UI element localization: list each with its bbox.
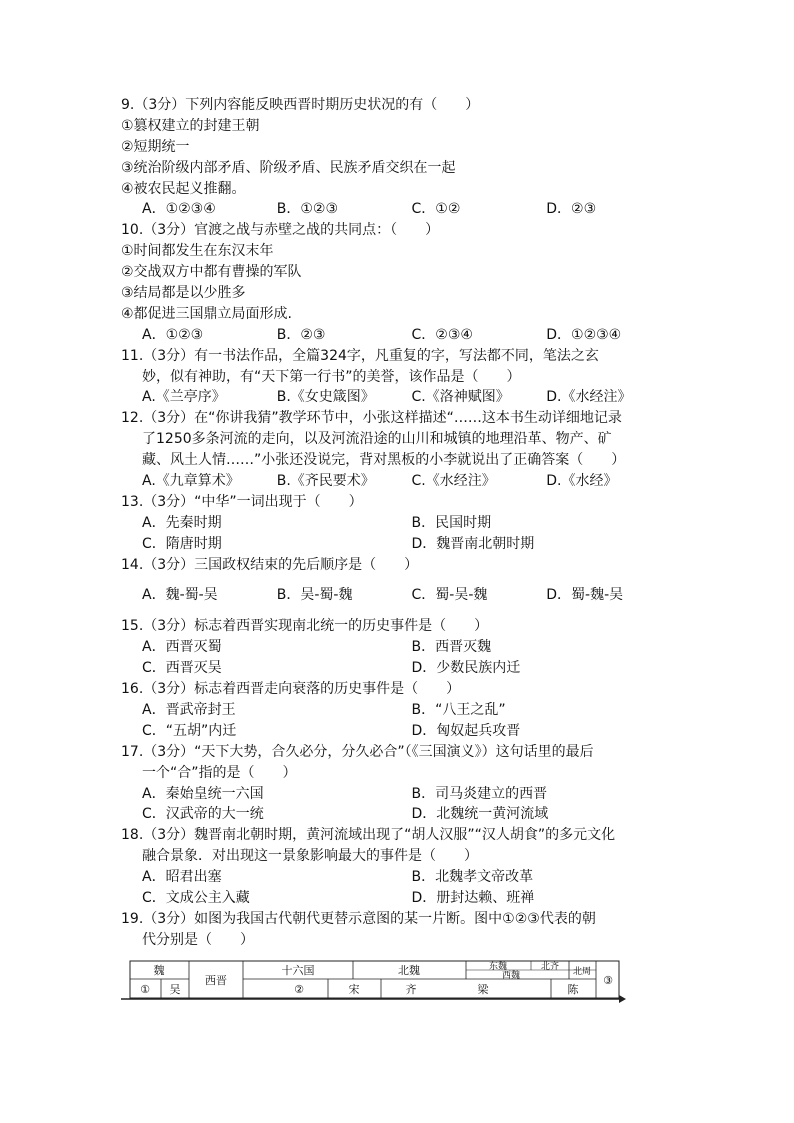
label-circle-3: ③ xyxy=(603,974,613,987)
q16-option-d[interactable]: D．匈奴起兵攻晋 xyxy=(411,722,521,739)
q13-option-b[interactable]: B．民国时期 xyxy=(411,514,492,531)
question-12-stem-line-1: 12.（3分）在“你讲我猜”教学环节中，小张这样描述“……这本书生动详细地记录 xyxy=(121,410,622,427)
dynasty-timeline-svg xyxy=(121,959,626,1003)
q18-option-c[interactable]: C．文成公主入藏 xyxy=(142,889,250,906)
q12-option-d[interactable]: D.《水经》 xyxy=(546,473,618,490)
label-beizhou: 北周 xyxy=(572,967,592,977)
q17-option-a[interactable]: A．秦始皇统一六国 xyxy=(142,785,264,802)
q13-options-row-1 xyxy=(121,513,681,534)
label-shiliuguo: 十六国 xyxy=(281,964,315,977)
question-12-stem-line-2: 了1250多条河流的走向，以及河流沿途的山川和城镇的地理沿革、物产、矿 xyxy=(142,431,612,448)
q12-option-c[interactable]: C.《水经注》 xyxy=(411,473,496,490)
q17-option-d[interactable]: D．北魏统一黄河流域 xyxy=(411,806,549,823)
q15-option-c[interactable]: C．西晋灭吴 xyxy=(142,660,222,677)
q11-option-a[interactable]: A.《兰亭序》 xyxy=(142,389,226,406)
q14-option-b[interactable]: B．吴-蜀-魏 xyxy=(276,587,353,604)
q12-option-a[interactable]: A.《九章算术》 xyxy=(142,473,240,490)
q17-option-b[interactable]: B．司马炎建立的西晋 xyxy=(411,785,548,802)
label-beiqi: 北齐 xyxy=(540,962,560,972)
q15-options-row-1 xyxy=(121,637,681,658)
q9-statement-2: ②短期统一 xyxy=(121,138,190,155)
exam-page xyxy=(121,95,681,951)
q18-option-b[interactable]: B．北魏孝文帝改革 xyxy=(411,869,534,886)
q18-options-row-2 xyxy=(121,888,681,909)
label-xijin: 西晋 xyxy=(205,974,227,987)
label-circle-2: ② xyxy=(294,983,304,996)
q16-options-row-2 xyxy=(121,721,681,742)
label-song: 宋 xyxy=(348,983,360,996)
dynasty-timeline-diagram xyxy=(121,959,626,1003)
q16-option-b[interactable]: B．“八王之乱” xyxy=(411,701,506,718)
q18-option-a[interactable]: A．昭君出塞 xyxy=(142,869,222,886)
q16-option-c[interactable]: C．“五胡”内迁 xyxy=(142,722,237,739)
q9-statement-4: ④被农民起义推翻。 xyxy=(121,180,246,197)
q13-option-a[interactable]: A．先秦时期 xyxy=(142,514,222,531)
label-xiwei: 西魏 xyxy=(501,971,521,981)
question-19-stem-line-1: 19.（3分）如图为我国古代朝代更替示意图的某一片断。图中①②③代表的朝 xyxy=(121,910,596,927)
q17-options-row-1 xyxy=(121,784,681,805)
q15-option-a[interactable]: A．西晋灭蜀 xyxy=(142,639,222,656)
q15-options-row-2 xyxy=(121,658,681,679)
q10-option-b[interactable]: B．②③ xyxy=(276,326,326,343)
question-10-stem: 10.（3分）官渡之战与赤壁之战的共同点：（ ） xyxy=(121,222,440,239)
q14-options xyxy=(121,585,681,606)
q17-options-row-2 xyxy=(121,804,681,825)
q9-statement-3: ③统治阶级内部矛盾、阶级矛盾、民族矛盾交织在一起 xyxy=(121,159,456,176)
q10-option-a[interactable]: A．①②③ xyxy=(142,326,204,343)
timeline-arrowhead xyxy=(619,995,626,1003)
q9-option-b[interactable]: B．①②③ xyxy=(276,201,339,218)
q9-option-c[interactable]: C．①② xyxy=(411,201,461,218)
q18-options-row-1 xyxy=(121,867,681,888)
q11-option-d[interactable]: D.《水经注》 xyxy=(546,389,632,406)
label-qi: 齐 xyxy=(405,983,417,996)
q14-option-c[interactable]: C．蜀-吴-魏 xyxy=(411,587,488,604)
q12-option-b[interactable]: B.《齐民要术》 xyxy=(276,473,375,490)
q13-options-row-2 xyxy=(121,534,681,555)
question-17-stem-line-1: 17.（3分）“天下大势，合久必分，分久必合”（《三国演义》）这句话里的最后 xyxy=(121,743,594,760)
q13-option-c[interactable]: C．隋唐时期 xyxy=(142,535,222,552)
question-15-stem: 15.（3分）标志着西晋实现南北统一的历史事件是（ ） xyxy=(121,618,489,635)
question-12-stem-line-3: 藏、风土人情……”小张还没说完，背对黑板的小李就说出了正确答案（ ） xyxy=(142,452,626,469)
q15-option-b[interactable]: B．西晋灭魏 xyxy=(411,639,492,656)
label-wei: 魏 xyxy=(153,964,165,977)
question-18-stem-line-1: 18.（3分）魏晋南北朝时期，黄河流域出现了“胡人汉服”“汉人胡食”的多元文化 xyxy=(121,827,616,844)
label-beiwei: 北魏 xyxy=(398,964,420,977)
label-circle-1: ① xyxy=(140,983,150,996)
q9-option-d[interactable]: D．②③ xyxy=(546,201,597,218)
question-18-stem-line-2: 融合景象．对出现这一景象影响最大的事件是（ ） xyxy=(142,848,478,865)
question-11-stem-line-2: 妙，似有神助，有“天下第一行书”的美誉，该作品是（ ） xyxy=(142,368,521,385)
q16-option-a[interactable]: A．晋武帝封王 xyxy=(142,701,236,718)
q14-option-a[interactable]: A．魏-蜀-吴 xyxy=(142,587,218,604)
question-16-stem: 16.（3分）标志着西晋走向衰落的历史事件是（ ） xyxy=(121,681,461,698)
q9-options xyxy=(121,199,681,220)
q10-statement-3: ③结局都是以少胜多 xyxy=(121,285,246,302)
question-11-stem-line-1: 11.（3分）有一书法作品，全篇324字，凡重复的字，写法都不同，笔法之玄 xyxy=(121,347,599,364)
q12-options xyxy=(121,471,681,492)
question-9-stem: 9.（3分）下列内容能反映西晋时期历史状况的有（ ） xyxy=(121,97,480,113)
q10-options xyxy=(121,325,681,346)
q14-option-d[interactable]: D．蜀-魏-吴 xyxy=(546,587,624,604)
q9-statement-1: ①篡权建立的封建王朝 xyxy=(121,117,260,134)
label-liang: 梁 xyxy=(477,983,489,996)
q11-option-b[interactable]: B.《女史箴图》 xyxy=(276,389,375,406)
question-17-stem-line-2: 一个“合”指的是（ ） xyxy=(142,764,297,781)
label-chen: 陈 xyxy=(567,983,579,996)
q11-option-c[interactable]: C.《洛神赋图》 xyxy=(411,389,510,406)
q10-statement-2: ②交战双方中都有曹操的军队 xyxy=(121,264,302,281)
q10-statement-1: ①时间都发生在东汉末年 xyxy=(121,243,274,260)
q17-option-c[interactable]: C．汉武帝的大一统 xyxy=(142,806,264,823)
q16-options-row-1 xyxy=(121,700,681,721)
q13-option-d[interactable]: D．魏晋南北朝时期 xyxy=(411,535,535,552)
q9-option-a[interactable]: A．①②③④ xyxy=(142,201,216,218)
question-14-stem: 14.（3分）三国政权结束的先后顺序是（ ） xyxy=(121,556,419,573)
q15-option-d[interactable]: D．少数民族内迁 xyxy=(411,660,521,677)
q18-option-d[interactable]: D．册封达赖、班禅 xyxy=(411,889,535,906)
question-13-stem: 13.（3分）“中华”一词出现于（ ） xyxy=(121,493,363,510)
question-19-stem-line-2: 代分别是（ ） xyxy=(142,931,254,948)
q11-options xyxy=(121,387,681,408)
label-wu: 吴 xyxy=(169,983,181,996)
q10-option-d[interactable]: D．①②③④ xyxy=(546,326,622,343)
q10-statement-4: ④都促进三国鼎立局面形成. xyxy=(121,305,293,322)
label-dongwei: 东魏 xyxy=(488,962,508,972)
q10-option-c[interactable]: C．②③④ xyxy=(411,326,473,343)
